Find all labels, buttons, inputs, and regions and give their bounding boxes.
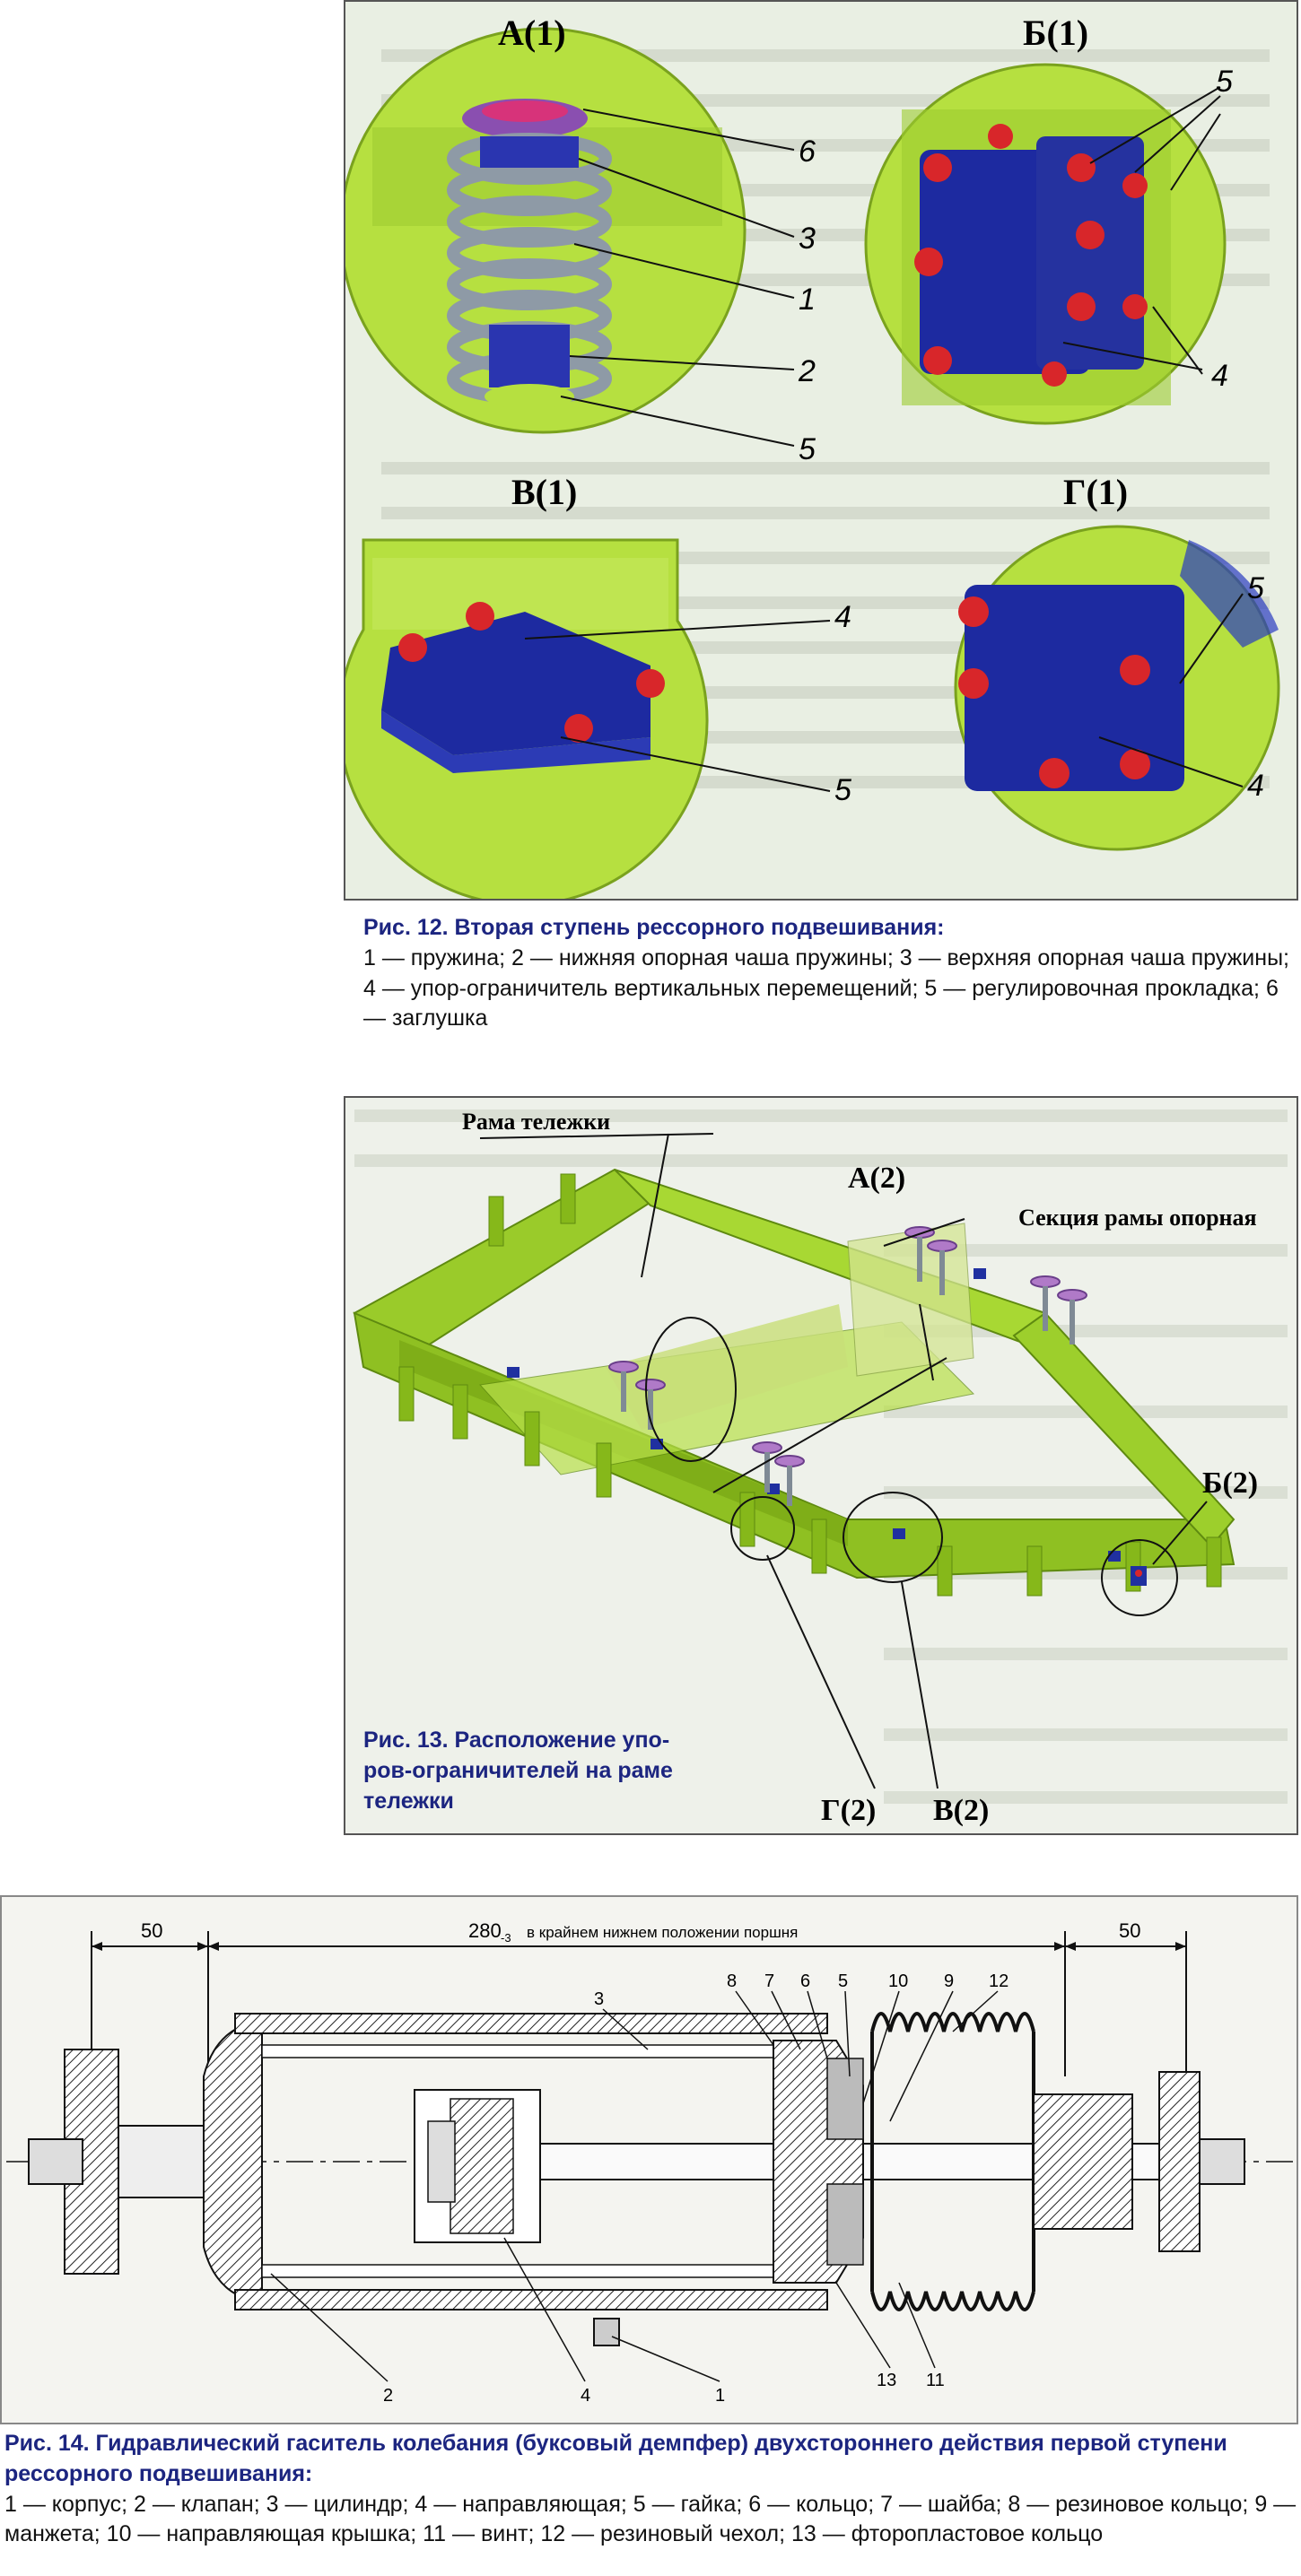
label-frame: Рама тележки (462, 1109, 611, 1135)
figure-14-drawing (2, 1897, 1297, 2423)
caption-body: 1 — корпус; 2 — клапан; 3 — цилиндр; 4 — направляющая; 5 — гайка; 6 — кольцо; 7 — шайба; 8 — резиновое кольцо; 9 — манжета; 10 — направляющая крышка; 11 — винт; 12 — резиновый чехол; 13 — фторопластовое кольцо (4, 2491, 1297, 2547)
callout: 4 (1211, 359, 1228, 393)
callout: 4 (1247, 769, 1264, 803)
caption-title: Рис. 14. Гидравлический гаситель колебания (буксовый демпфер) двухстороннего действия первой ступени рессорного подвешивания: (4, 2431, 1227, 2486)
figure-13-drawing (345, 1098, 1297, 1833)
caption-title: Рис. 12. Вторая ступень рессорного подвешивания: (363, 915, 945, 940)
figure-14-caption (4, 2429, 1297, 2550)
panel-g1 (956, 472, 1279, 849)
panel-v1 (345, 472, 851, 899)
label-b2: Б(2) (1202, 1466, 1259, 1500)
callout: 2 (383, 2386, 394, 2406)
callout: 4 (834, 600, 851, 634)
callout: 5 (1216, 65, 1233, 99)
label-g2: Г(2) (821, 1794, 877, 1827)
callout: 9 (944, 1971, 955, 1991)
callout: 4 (581, 2386, 591, 2406)
callout: 5 (834, 773, 851, 807)
callout: 2 (799, 354, 816, 388)
caption-line: тележки (363, 1788, 454, 1814)
figure-14 (0, 1895, 1298, 2424)
caption-line: ров-ограничителей на раме (363, 1757, 673, 1783)
callout: 1 (799, 283, 816, 317)
figure-13 (344, 1096, 1298, 1835)
caption-line: Рис. 13. Расположение упо- (363, 1727, 670, 1753)
panel-title-a1: А(1) (498, 13, 566, 53)
dim-right: 50 (1119, 1919, 1141, 1942)
callout: 13 (877, 2371, 897, 2390)
callout: 5 (799, 432, 816, 466)
figure-13-caption (363, 1726, 785, 1816)
callout: 6 (799, 135, 816, 169)
bogie-frame (354, 1134, 1234, 1788)
callout: 3 (594, 1989, 605, 2009)
figure-12-drawing (345, 2, 1297, 899)
label-a2: А(2) (848, 1162, 906, 1195)
callout: 1 (715, 2386, 726, 2406)
damper-body (235, 2014, 1159, 2345)
callout: 8 (727, 1971, 738, 1991)
left-mount (29, 2023, 262, 2301)
panel-title-b1: Б(1) (1023, 13, 1089, 53)
guide-cover (773, 2041, 863, 2283)
callout: 5 (838, 1971, 849, 1991)
dim-mid-note: в крайнем нижнем положении поршня (527, 1924, 799, 1941)
panel-title-g1: Г(1) (1063, 472, 1129, 512)
label-section: Секция рамы опорная (1018, 1205, 1257, 1231)
callout: 6 (800, 1971, 811, 1991)
dim-left: 50 (141, 1919, 163, 1942)
panel-title-v1: В(1) (511, 472, 578, 512)
callout: 3 (799, 222, 816, 256)
callout: 5 (1247, 571, 1264, 605)
figure-12 (344, 0, 1298, 901)
dim-mid: 280 (468, 1919, 502, 1942)
caption-body: 1 — пружина; 2 — нижняя опорная чаша пружины; 3 — верхняя опорная чаша пружины; 4 — упор-ограничитель вертикальных перемещений; 5 — регулировочная прокладка; 6 — заглушка (363, 944, 1289, 1031)
callout: 10 (888, 1971, 909, 1991)
dim-mid-sub: -3 (501, 1931, 511, 1945)
panel-b1 (866, 13, 1233, 423)
callout: 11 (926, 2371, 945, 2390)
callout: 7 (764, 1971, 775, 1991)
panel-a1 (345, 13, 816, 466)
figure-12-caption (363, 913, 1297, 1034)
label-v2: В(2) (933, 1794, 990, 1827)
callout: 12 (989, 1971, 1009, 1991)
